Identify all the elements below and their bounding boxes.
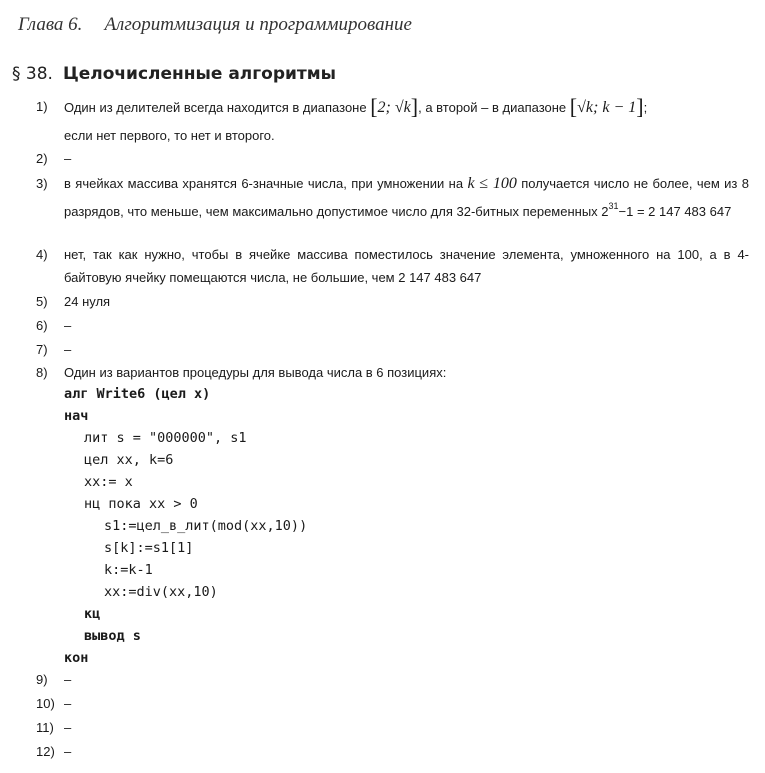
chapter-title: Алгоритмизация и программирование <box>104 14 412 35</box>
range-formula-2: [√k; k − 1] <box>569 94 644 119</box>
answer-text-part: , а второй – в диапазоне <box>418 100 567 115</box>
code-line: вывод s <box>84 628 141 644</box>
answer-number: 4) <box>36 247 48 262</box>
range-formula-1: [2; √k] <box>370 94 419 119</box>
code-line: s[k]:=s1[1] <box>104 540 194 556</box>
answer-number: 11) <box>36 720 54 735</box>
answer-text <box>64 172 749 223</box>
code-line: цел xx, k=6 <box>84 452 174 468</box>
answer-number: 5) <box>36 294 48 309</box>
inequality-formula: k ≤ 100 <box>467 175 517 192</box>
answer-text: – <box>64 672 72 687</box>
answer-number: 2) <box>36 151 48 166</box>
section-number: § 38. <box>12 64 53 84</box>
code-line: алг Write6 (цел x) <box>64 386 211 402</box>
answer-number: 6) <box>36 318 48 333</box>
code-line: s1:=цел_в_лит(mod(xx,10)) <box>104 518 308 534</box>
answer-text: Один из вариантов процедуры для вывода числа в 6 позициях: <box>64 365 447 380</box>
code-line: нач <box>64 408 89 424</box>
answer-text <box>64 95 749 119</box>
code-line: xx:= x <box>84 474 133 490</box>
answer-text: нет, так как нужно, чтобы в ячейке массива поместилось значение элемента, умноженного на 100, а в 4-байтовую ячейку помещаются числа, не большие, чем 2 147 483 647 <box>64 247 749 285</box>
answer-text: – <box>64 720 72 735</box>
answer-text: если нет первого, то нет и второго. <box>64 128 275 143</box>
answer-number: 9) <box>36 672 48 687</box>
code-line: кон <box>64 650 89 666</box>
answer-text: 24 нуля <box>64 294 111 309</box>
answer-number: 12) <box>36 744 55 759</box>
code-line: кц <box>84 606 101 622</box>
answer-number: 1) <box>36 99 48 114</box>
section-title: Целочисленные алгоритмы <box>62 64 337 84</box>
answer-number: 7) <box>36 342 48 357</box>
answer-text-part: ; <box>643 100 648 115</box>
answer-number: 8) <box>36 365 48 380</box>
answer-text: – <box>64 151 72 166</box>
answer-text-part: Один из делителей всегда находится в диапазоне <box>64 100 367 115</box>
code-line: нц пока xx > 0 <box>84 496 198 512</box>
answer-text: – <box>64 318 72 333</box>
code-line: xx:=div(xx,10) <box>104 584 218 600</box>
answer-text-part: получается число не более, чем из 8 разрядов, что меньше, чем максимально допустимое число для 32-битных переменных 2 <box>64 176 749 219</box>
answer-number: 3) <box>36 176 48 191</box>
chapter-header <box>18 14 412 36</box>
answer-number: 10) <box>36 696 55 711</box>
formula-text: √k; k − 1 <box>577 99 637 116</box>
code-line: лит s = "000000", s1 <box>84 430 247 446</box>
answer-text: – <box>64 696 72 711</box>
code-line: k:=k-1 <box>104 562 153 578</box>
answer-text-part: в ячейках массива хранятся 6-значные числа, при умножении на <box>64 176 464 191</box>
answer-text: – <box>64 744 72 759</box>
formula-text: 2; √k <box>377 99 411 116</box>
exponent: 31 <box>608 201 619 211</box>
answer-text-part: −1 = 2 147 483 647 <box>618 204 732 219</box>
section-heading <box>12 64 336 84</box>
chapter-label: Глава 6. <box>18 14 83 35</box>
answer-text: – <box>64 342 72 357</box>
